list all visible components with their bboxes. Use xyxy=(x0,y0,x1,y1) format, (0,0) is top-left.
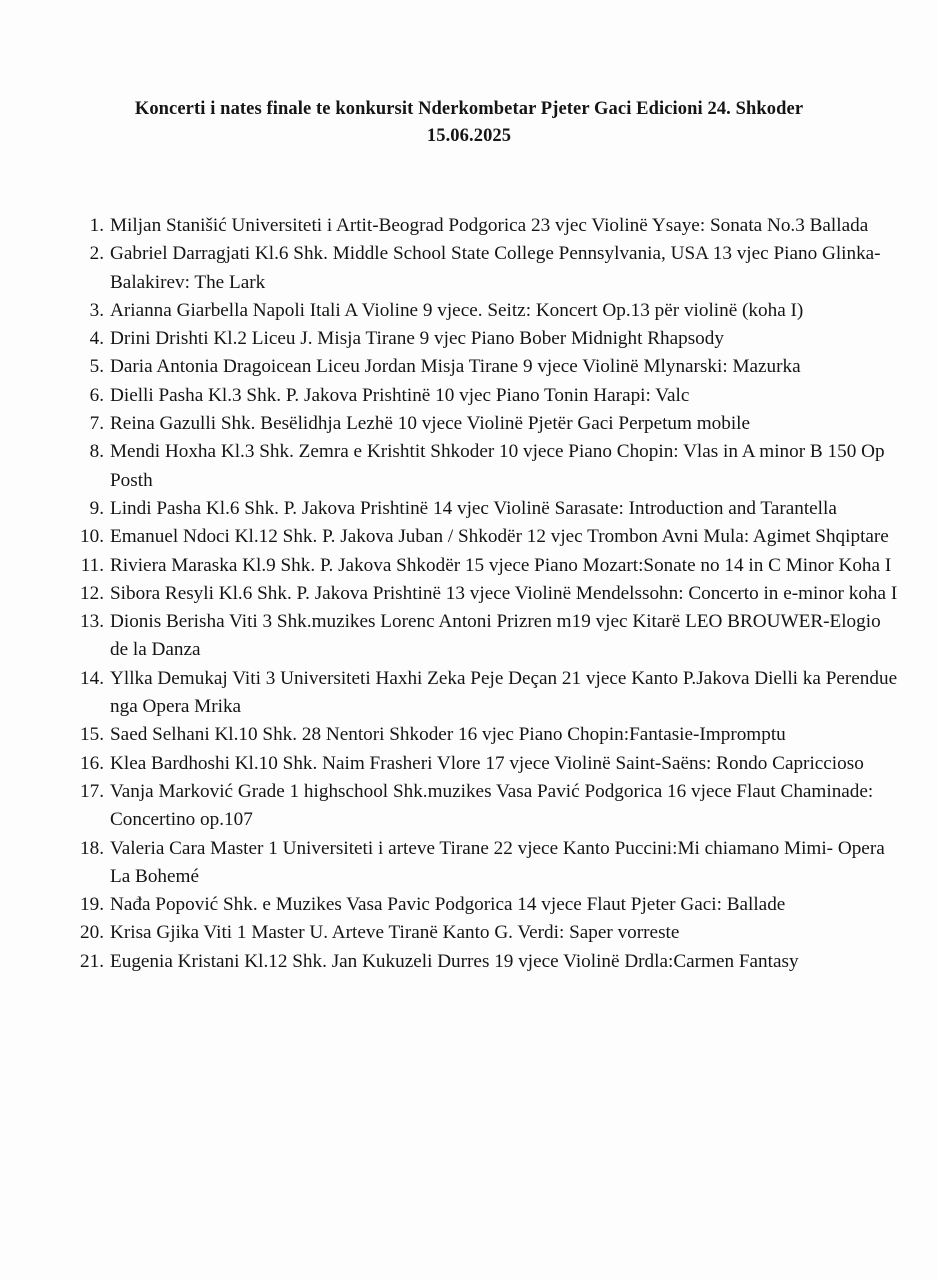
program-item-text: Valeria Cara Master 1 Universiteti i arteve Tirane 22 vjece Kanto Puccini:Mi chiamano Mimi- Opera La Bohemé xyxy=(110,837,885,887)
program-item-text: Yllka Demukaj Viti 3 Universiteti Haxhi Zeka Peje Deçan 21 vjece Kanto P.Jakova Dielli ka Perendue nga Opera Mrika xyxy=(110,667,898,718)
program-item xyxy=(70,212,900,240)
program-item-number: 3. xyxy=(89,299,104,321)
program-item xyxy=(70,721,900,749)
program-item-text: Reina Gazulli Shk. Besëlidhja Lezhë 10 vjece Violinë Pjetër Gaci Perpetum mobile xyxy=(110,413,751,435)
program-item-number: 15. xyxy=(80,724,104,746)
program-list xyxy=(70,212,900,976)
program-item-number: 20. xyxy=(80,922,104,944)
program-item-number: 13. xyxy=(80,611,104,633)
program-item xyxy=(70,353,900,381)
program-item-number: 14. xyxy=(80,667,104,689)
program-item xyxy=(70,523,900,551)
program-item-number: 8. xyxy=(89,441,104,463)
program-item-text: Mendi Hoxha Kl.3 Shk. Zemra e Krishtit Shkoder 10 vjece Piano Chopin: Vlas in A minor B 150 Op Posth xyxy=(110,441,885,491)
program-item xyxy=(70,919,900,947)
program-item-text: Emanuel Ndoci Kl.12 Shk. P. Jakova Juban / Shkodër 12 vjec Trombon Avni Mula: Agimet Shqiptare xyxy=(110,526,889,548)
program-item-text: Dionis Berisha Viti 3 Shk.muzikes Lorenc Antoni Prizren m19 vjec Kitarë LEO BROUWER-Elogio de la Danza xyxy=(110,611,881,661)
program-item-text: Lindi Pasha Kl.6 Shk. P. Jakova Prishtinë 14 vjec Violinë Sarasate: Introduction and Tarantella xyxy=(110,497,837,519)
program-item-text: Miljan Stanišić Universiteti i Artit-Beograd Podgorica 23 vjec Violinë Ysaye: Sonata No.3 Ballada xyxy=(110,215,869,236)
program-item-text: Gabriel Darragjati Kl.6 Shk. Middle School State College Pennsylvania, USA 13 vjec Piano Glinka-Balakirev: The Lark xyxy=(110,243,881,293)
program-item-number: 10. xyxy=(80,526,104,548)
program-item xyxy=(70,891,900,919)
program-item xyxy=(70,382,900,410)
program-item xyxy=(70,778,900,835)
title-line-1: Koncerti i nates finale te konkursit Nderkombetar Pjeter Gaci Edicioni 24. Shkoder xyxy=(134,99,804,119)
program-item-text: Daria Antonia Dragoicean Liceu Jordan Misja Tirane 9 vjece Violinë Mlynarski: Mazurka xyxy=(110,356,801,378)
program-item-text: Sibora Resyli Kl.6 Shk. P. Jakova Prishtinë 13 vjece Violinë Mendelssohn: Concerto in e-minor koha I xyxy=(110,582,898,604)
program-item xyxy=(70,948,900,976)
program-item-number: 9. xyxy=(89,497,104,519)
program-item xyxy=(70,750,900,778)
program-item xyxy=(70,495,900,523)
program-item xyxy=(70,297,900,325)
program-item-number: 5. xyxy=(89,356,104,378)
program-item-text: Riviera Maraska Kl.9 Shk. P. Jakova Shkodër 15 vjece Piano Mozart:Sonate no 14 in C Minor Koha I xyxy=(110,554,892,576)
program-item xyxy=(70,608,900,665)
program-item-number: 11. xyxy=(80,554,104,576)
program-item-text: Dielli Pasha Kl.3 Shk. P. Jakova Prishtinë 10 vjec Piano Tonin Harapi: Valc xyxy=(110,384,690,406)
program-item-number: 4. xyxy=(89,328,104,350)
program-item-number: 2. xyxy=(89,243,104,265)
program-item-text: Klea Bardhoshi Kl.10 Shk. Naim Frasheri Vlore 17 vjece Violinë Saint-Saëns: Rondo Capriccioso xyxy=(110,752,864,774)
program-item xyxy=(70,835,900,892)
program-item xyxy=(70,580,900,608)
program-item xyxy=(70,438,900,495)
program-item-number: 7. xyxy=(89,413,104,435)
program-item-text: Saed Selhani Kl.10 Shk. 28 Nentori Shkoder 16 vjec Piano Chopin:Fantasie-Impromptu xyxy=(110,724,786,746)
program-item xyxy=(70,325,900,353)
program-item-number: 17. xyxy=(80,780,104,802)
program-item xyxy=(70,240,900,297)
program-item-number: 19. xyxy=(80,894,104,916)
program-item-number: 1. xyxy=(89,215,104,236)
program-item-number: 21. xyxy=(80,950,104,972)
title-date: 15.06.2025 xyxy=(426,126,512,146)
program-item-text: Arianna Giarbella Napoli Itali A Violine 9 vjece. Seitz: Koncert Op.13 për violinë (koha I) xyxy=(110,299,804,321)
program-item-text: Eugenia Kristani Kl.12 Shk. Jan Kukuzeli Durres 19 vjece Violinë Drdla:Carmen Fantasy xyxy=(110,950,799,972)
program-item xyxy=(70,552,900,580)
program-item-text: Drini Drishti Kl.2 Liceu J. Misja Tirane 9 vjec Piano Bober Midnight Rhapsody xyxy=(110,328,724,350)
program-item-text: Nađa Popović Shk. e Muzikes Vasa Pavic Podgorica 14 vjece Flaut Pjeter Gaci: Ballade xyxy=(110,894,786,916)
program-item xyxy=(70,665,900,722)
program-item xyxy=(70,410,900,438)
program-item-number: 12. xyxy=(80,582,104,604)
document-title xyxy=(40,96,898,150)
program-item-number: 6. xyxy=(89,384,104,406)
program-item-text: Vanja Marković Grade 1 highschool Shk.muzikes Vasa Pavić Podgorica 16 vjece Flaut Chaminade: Concertino op.107 xyxy=(110,780,874,831)
program-item-number: 16. xyxy=(80,752,104,774)
program-item-number: 18. xyxy=(80,837,104,859)
program-item-text: Krisa Gjika Viti 1 Master U. Arteve Tiranë Kanto G. Verdi: Saper vorreste xyxy=(110,922,680,944)
